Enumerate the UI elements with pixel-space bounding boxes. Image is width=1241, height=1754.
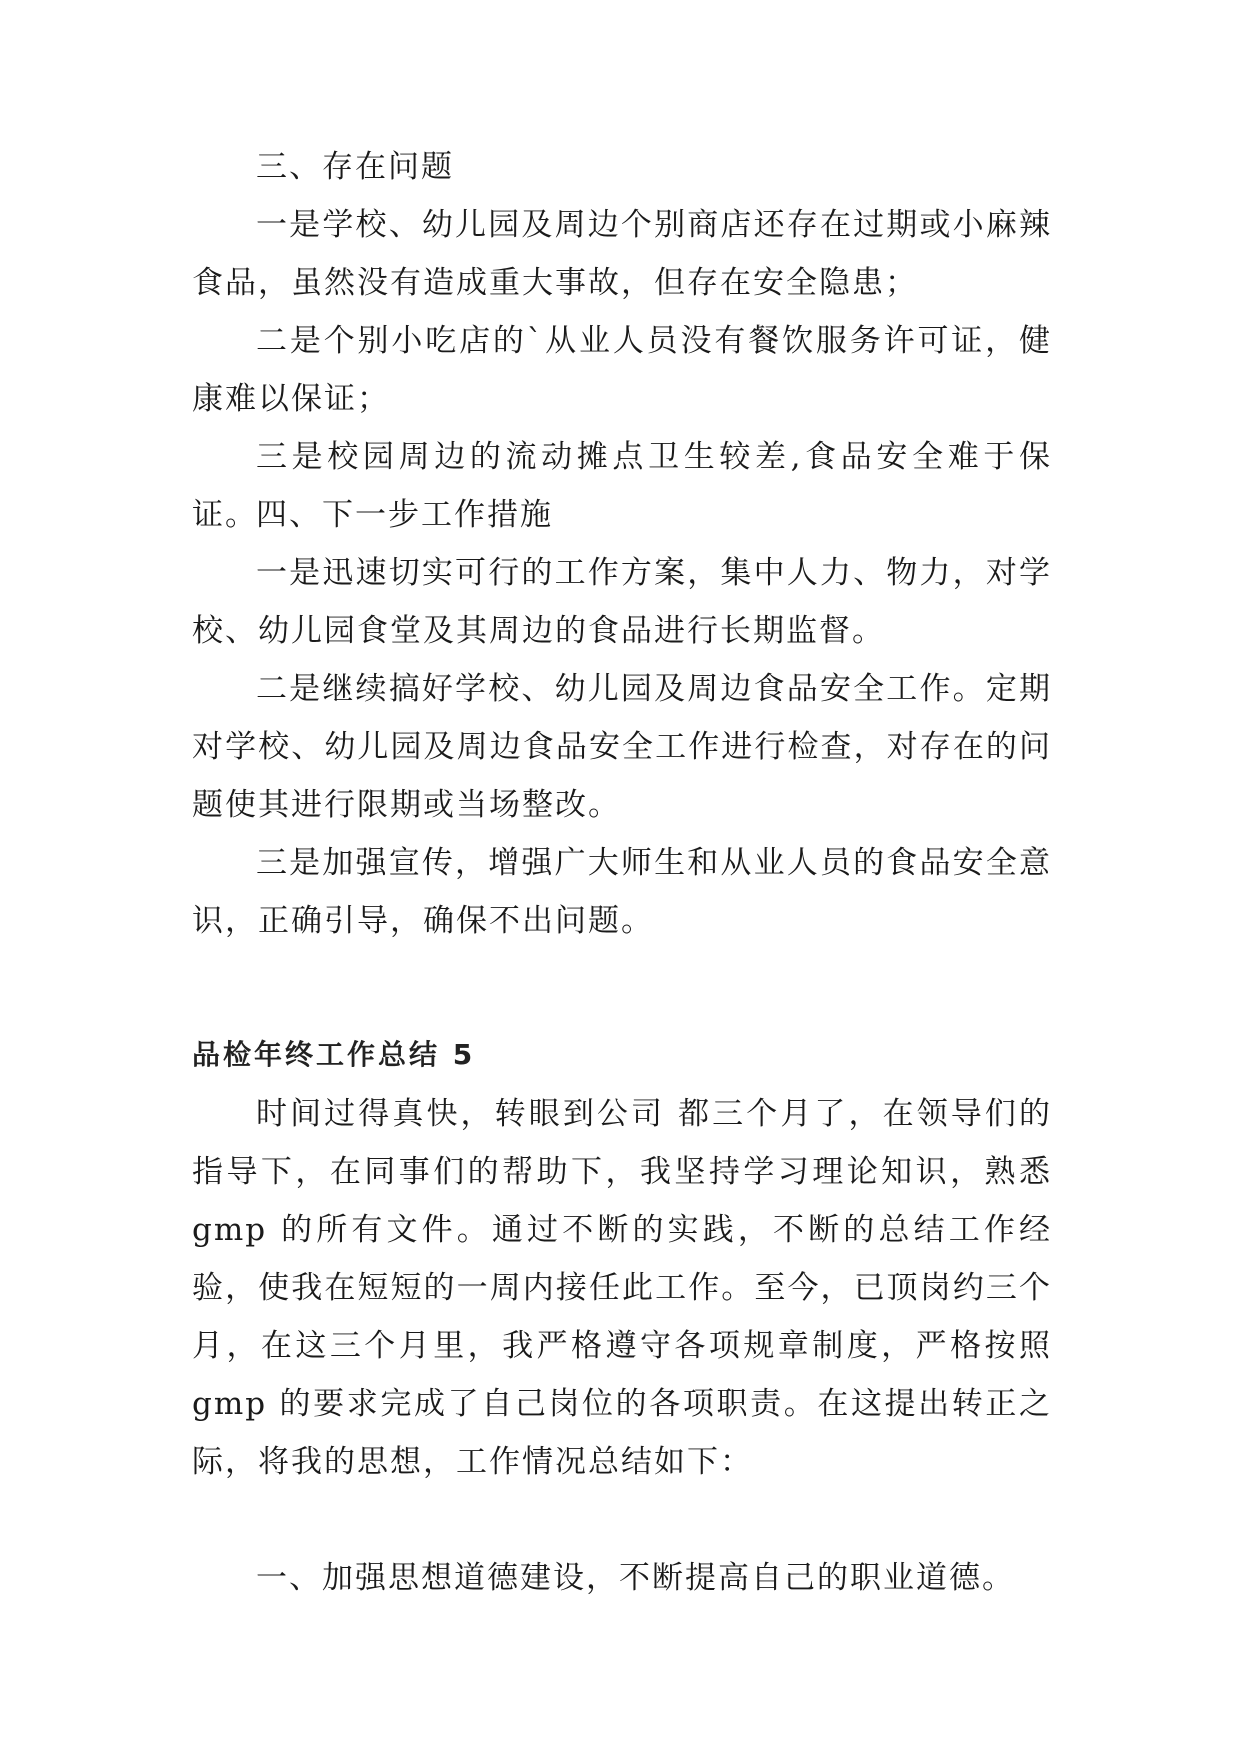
problem-item-2: 二是个别小吃店的`从业人员没有餐饮服务许可证，健康难以保证；: [192, 323, 1052, 417]
section-title: 品检年终工作总结 5: [192, 1038, 476, 1071]
problem-item-3: 三是校园周边的流动摊点卫生较差,食品安全难于保证。: [192, 439, 1052, 533]
heading-problems: 三、存在问题: [256, 149, 454, 185]
point-item-1: 一、加强思想道德建设，不断提高自己的职业道德。: [256, 1560, 1015, 1596]
measure-item-2: 二是继续搞好学校、幼儿园及周边食品安全工作。定期对学校、幼儿园及周边食品安全工作进行检查，对存在的问题使其进行限期或当场整改。: [192, 671, 1052, 823]
intro-paragraph: 时间过得真快，转眼到公司 都三个月了，在领导们的指导下，在同事们的帮助下，我坚持学习理论知识，熟悉 gmp 的所有文件。通过不断的实践，不断的总结工作经验，使我在短短的一周内接任此工作。至今，已顶岗约三个月，在这三个月里，我严格遵守各项规章制度，严格按照 gmp 的要求完成了自己岗位的各项职责。在这提出转正之际，将我的思想，工作情况总结如下：: [192, 1096, 1052, 1480]
measure-item-3: 三是加强宣传，增强广大师生和从业人员的食品安全意识，正确引导，确保不出问题。: [192, 845, 1052, 939]
problem-item-1: 一是学校、幼儿园及周边个别商店还存在过期或小麻辣食品，虽然没有造成重大事故，但存在安全隐患；: [192, 207, 1052, 301]
measure-item-1: 一是迅速切实可行的工作方案，集中人力、物力，对学校、幼儿园食堂及其周边的食品进行长期监督。: [192, 555, 1052, 649]
heading-measures: 四、下一步工作措施: [256, 497, 553, 533]
